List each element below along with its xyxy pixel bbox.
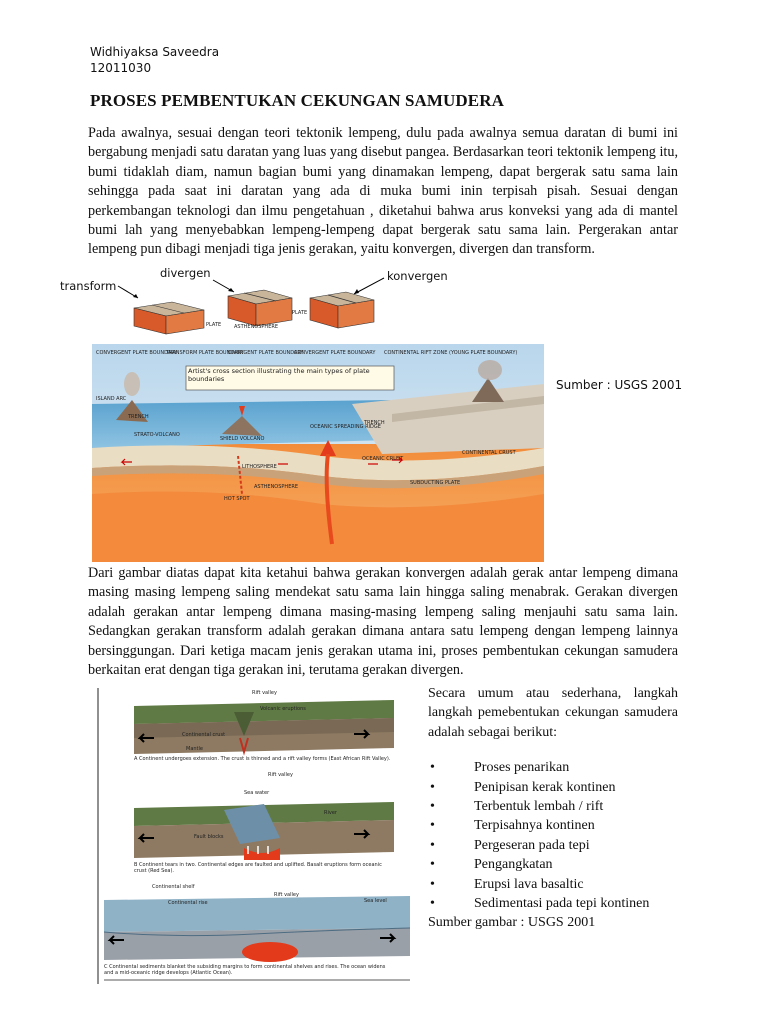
label-asthenosphere: ASTHENOSPHERE — [254, 484, 298, 490]
boundary-label-5: CONTINENTAL RIFT ZONE (YOUNG PLATE BOUNDARY) — [384, 350, 518, 356]
boundary-label-1: CONVERGENT PLATE BOUNDARY — [96, 350, 178, 356]
step-text: Terbentuk lembah / rift — [474, 799, 604, 815]
bullet-icon: • — [430, 837, 435, 853]
boundary-label-4: CONVERGENT PLATE BOUNDARY — [294, 350, 376, 356]
block-label-asthenosphere: ASTHENOSPHERE — [234, 324, 278, 330]
steps-list — [428, 758, 678, 913]
label-hot-spot: HOT SPOT — [224, 496, 250, 502]
label-shield-volcano: SHIELD VOLCANO — [220, 436, 265, 442]
step-text: Penipisan kerak kontinen — [474, 779, 616, 795]
list-item — [428, 816, 678, 835]
figure1-source: Sumber : USGS 2001 — [556, 378, 683, 392]
step-text: Erupsi lava basaltic — [474, 876, 584, 892]
panel-b-caption: B Continent tears in two. Continental edges are faulted and uplifted. Basalt eruptions form oceanic crust (Red Sea). — [134, 862, 382, 874]
label-trench-2: TRENCH — [364, 420, 385, 426]
transform-block — [134, 302, 204, 334]
panel-b-sea-label: Sea water — [244, 790, 270, 796]
divergent-block — [228, 290, 292, 326]
step-text: Terpisahnya kontinen — [474, 818, 595, 834]
list-item — [428, 758, 678, 777]
bullet-icon: • — [430, 876, 435, 892]
bullet-icon: • — [430, 857, 435, 873]
step-text: Sedimentasi pada tepi kontinen — [474, 896, 650, 912]
document-title: PROSES PEMBENTUKAN CEKUNGAN SAMUDERA — [90, 91, 504, 110]
list-item — [428, 894, 678, 913]
label-island-arc: ISLAND ARC — [96, 396, 127, 402]
label-trench-1: TRENCH — [128, 414, 149, 420]
panel-c-shelf-label: Continental shelf — [152, 884, 195, 890]
bullet-icon: • — [430, 896, 435, 912]
panel-b-rift-label: Rift valley — [268, 772, 293, 778]
paragraph-intro: Pada awalnya, sesuai dengan teori tektonik lempeng, dulu pada awalnya semua daratan di bumi ini bergabung menjadi satu daratan yang luas yang disebut pangea. Berdasarkan teori tektonik lempeng itu, bumi tidaklah diam, namun bagian bumi yang dinamakan lempeng, dapat bergerak satu sama lain sehingga pada saat ini daratan yang ada di muka bumi inin terpisah pisah. Sesuai dengan perkembangan teknologi dan ilmu pengetahuan , diketahui bahwa arus konveksi yang ada di mantel bumi lah yang menyebabkan lempeng-lempeng dapat bergerak satu sama lain. Pergerakan antar lempeng pun dibagi menjadi tiga jenis gerakan, yaitu konvergen, divergen dan transform. — [88, 125, 678, 258]
label-continental-crust: CONTINENTAL CRUST — [462, 450, 516, 456]
figure2-source: Sumber gambar : USGS 2001 — [428, 915, 596, 931]
author-id: 12011030 — [90, 61, 152, 75]
step-text: Pengangkatan — [474, 857, 553, 873]
convergent-block — [310, 292, 374, 328]
panel-c-caption: C Continental sediments blanket the subsiding margins to form continental shelves and rises. The ocean widens and a mid-oceanic ridge develops (Atlantic Ocean). — [104, 964, 386, 976]
panel-c-rift-label: Rift valley — [274, 892, 299, 898]
panel-b-fault-label: Fault blocks — [194, 834, 224, 840]
bullet-icon: • — [430, 799, 435, 815]
step-text: Pergeseran pada tepi — [474, 837, 590, 853]
label-lithosphere: LITHOSPHERE — [242, 464, 277, 470]
bullet-icon: • — [430, 779, 435, 795]
cross-section-caption: Artist's cross section illustrating the main types of plate boundaries — [188, 367, 370, 383]
boundary-label-2: TRANSFORM PLATE BOUNDARY — [166, 350, 244, 356]
step-text: Proses penarikan — [474, 760, 570, 776]
label-oceanic-crust: OCEANIC CRUST — [362, 456, 404, 462]
list-item — [428, 875, 678, 894]
steps-intro: Secara umum atau sederhana, langkah langkah pemebentukan cekungan samudera adalah sebagai berikut: — [428, 686, 678, 740]
boundary-label-3: DIVERGENT PLATE BOUNDARY — [228, 350, 304, 356]
label-transform: transform — [60, 279, 117, 293]
panel-a-caption: A Continent undergoes extension. The crust is thinned and a rift valley forms (East African Rift Valley). — [134, 756, 391, 762]
label-konvergen: konvergen — [387, 269, 448, 283]
block-label-plate-1: PLATE — [206, 322, 222, 328]
rifting-stages-figure — [94, 688, 416, 984]
label-strato-volcano: STRATO-VOLCANO — [134, 432, 180, 438]
list-item — [428, 855, 678, 874]
author-name: Widhiyaksa Saveedra — [90, 45, 220, 59]
label-divergen: divergen — [160, 266, 211, 280]
panel-a-mantle-label: Mantle — [186, 746, 203, 752]
paragraph-explanation: Dari gambar diatas dapat kita ketahui bahwa gerakan konvergen adalah gerak antar lempeng dimana masing masing lempeng saling mendekat satu sama lain hingga saling menabrak. Gerakan divergen adalah gerakan antar lempeng dimana masing-masing lempeng saling menjauhi satu sama lain. Sedangkan gerakan transform adalah gerakan dimana antara satu lempeng dengan lempeng lainnya bersinggungan. Dari ketiga macam jenis gerakan utama ini, proses pembentukan cekungan samudera berkaitan erat dengan tiga gerakan ini, terutama gerakan divergen. — [88, 565, 678, 679]
label-spreading-ridge: OCEANIC SPREADING RIDGE — [310, 424, 381, 430]
block-label-plate-2: PLATE — [292, 310, 308, 316]
bullet-icon: • — [430, 760, 435, 776]
bullet-icon: • — [430, 818, 435, 834]
list-item — [428, 778, 678, 797]
panel-c-sea-label: Sea level — [364, 898, 387, 904]
plate-boundaries-cross-section — [92, 344, 544, 562]
panel-b-river-label: River — [324, 810, 337, 816]
panel-a-volcano-label: Volcanic eruptions — [260, 706, 306, 712]
panel-a-rift-label: Rift valley — [252, 690, 277, 696]
list-item — [428, 836, 678, 855]
author-block — [90, 44, 219, 76]
label-subducting-plate: SUBDUCTING PLATE — [410, 480, 461, 486]
panel-a-crust-label: Continental crust — [182, 732, 226, 738]
panel-c-rise-label: Continental rise — [168, 900, 208, 906]
right-column — [428, 684, 678, 933]
list-item — [428, 797, 678, 816]
